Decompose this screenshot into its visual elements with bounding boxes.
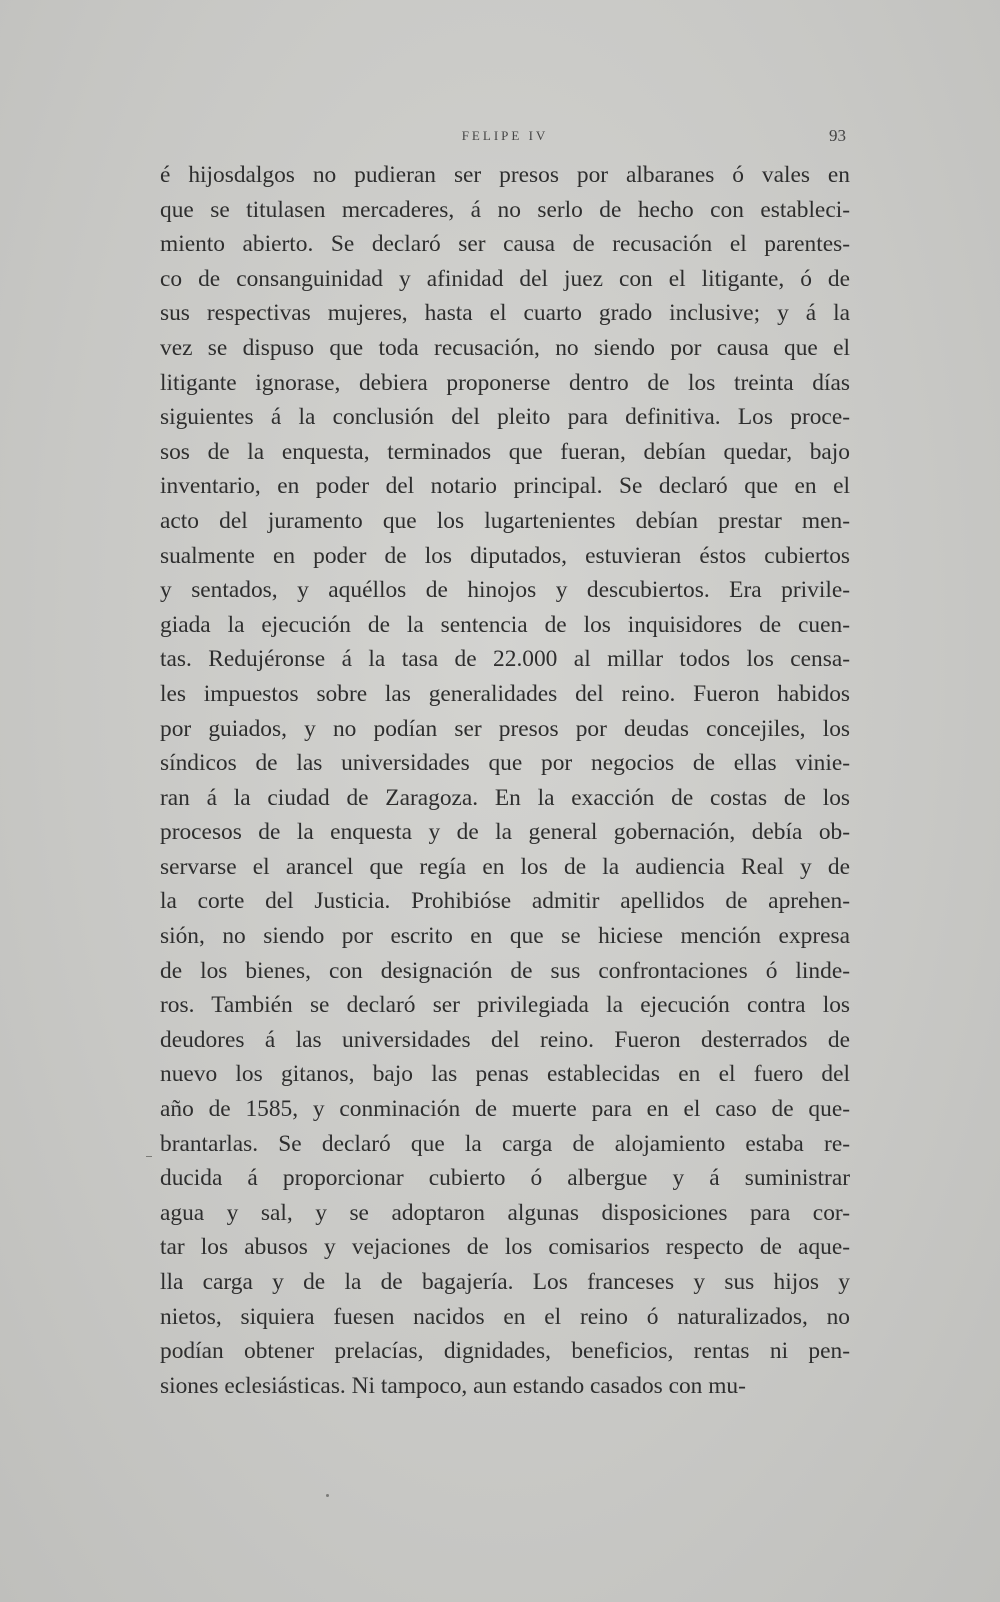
text-line: les impuestos sobre las generalidades del reino. Fueron habidos xyxy=(160,680,850,707)
page-header xyxy=(162,128,848,152)
text-line: litigante ignorase, debiera proponerse dentro de los treinta días xyxy=(160,369,850,396)
text-line: la corte del Justicia. Prohibióse admitir apellidos de aprehen- xyxy=(160,888,850,915)
paper-speck xyxy=(326,1494,329,1497)
text-line: deudores á las universidades del reino. Fueron desterrados de xyxy=(160,1026,850,1053)
text-line: y sentados, y aquéllos de hinojos y descubiertos. Era privile- xyxy=(160,577,850,604)
text-line: sus respectivas mujeres, hasta el cuarto grado inclusive; y á la xyxy=(160,300,850,327)
text-line: inventario, en poder del notario principal. Se declaró que en el xyxy=(160,473,850,500)
text-line: sualmente en poder de los diputados, estuvieran éstos cubiertos xyxy=(160,542,850,569)
text-line: lla carga y de la de bagajería. Los franceses y sus hijos y xyxy=(160,1269,850,1295)
text-line: ros. También se declaró ser privilegiada la ejecución contra los xyxy=(160,992,850,1019)
text-line: siones eclesiásticas. Ni tampoco, aun estando casados con mu- xyxy=(160,1372,746,1399)
body-text xyxy=(160,158,850,1403)
text-line: acto del juramento que los lugartenientes debían prestar men- xyxy=(160,507,850,534)
text-line: por guiados, y no podían ser presos por deudas concejiles, los xyxy=(160,715,850,742)
paper-mark xyxy=(146,1156,152,1157)
text-line: síndicos de las universidades que por negocios de ellas vinie- xyxy=(160,750,850,777)
text-line: brantarlas. Se declaró que la carga de alojamiento estaba re- xyxy=(160,1130,850,1157)
text-line: de los bienes, con designación de sus confrontaciones ó linde- xyxy=(160,957,850,984)
text-line: año de 1585, y conminación de muerte para en el caso de que- xyxy=(160,1096,850,1123)
text-line: servarse el arancel que regía en los de la audiencia Real y de xyxy=(160,853,850,880)
text-line: vez se dispuso que toda recusación, no siendo por causa que el xyxy=(160,334,850,361)
text-line: agua y sal, y se adoptaron algunas disposiciones para cor- xyxy=(160,1199,850,1226)
text-line: ran á la ciudad de Zaragoza. En la exacción de costas de los xyxy=(160,784,850,811)
text-line: ducida á proporcionar cubierto ó albergue y á suministrar xyxy=(160,1165,850,1192)
text-line: tas. Redujéronse á la tasa de 22.000 al millar todos los censa- xyxy=(160,646,850,673)
page-number: 93 xyxy=(829,126,846,145)
text-line: tar los abusos y vejaciones de los comisarios respecto de aque- xyxy=(160,1234,850,1261)
text-line: nuevo los gitanos, bajo las penas establecidas en el fuero del xyxy=(160,1061,850,1088)
text-line: nietos, siquiera fuesen nacidos en el reino ó naturalizados, no xyxy=(160,1303,850,1330)
text-line: miento abierto. Se declaró ser causa de recusación el parentes- xyxy=(160,231,850,258)
running-title: FELIPE IV xyxy=(461,128,549,143)
text-line: que se titulasen mercaderes, á no serlo de hecho con estableci- xyxy=(160,196,850,223)
text-line: siguientes á la conclusión del pleito para definitiva. Los proce- xyxy=(160,404,850,431)
text-line: sión, no siendo por escrito en que se hiciese mención expresa xyxy=(160,923,850,950)
text-line: podían obtener prelacías, dignidades, beneficios, rentas ni pen- xyxy=(160,1338,850,1365)
text-line: é hijosdalgos no pudieran ser presos por albaranes ó vales en xyxy=(160,162,850,188)
text-line: procesos de la enquesta y de la general gobernación, debía ob- xyxy=(160,819,850,846)
text-line: giada la ejecución de la sentencia de los inquisidores de cuen- xyxy=(160,611,850,638)
text-line: sos de la enquesta, terminados que fueran, debían quedar, bajo xyxy=(160,438,850,465)
text-line: co de consanguinidad y afinidad del juez con el litigante, ó de xyxy=(160,265,850,292)
